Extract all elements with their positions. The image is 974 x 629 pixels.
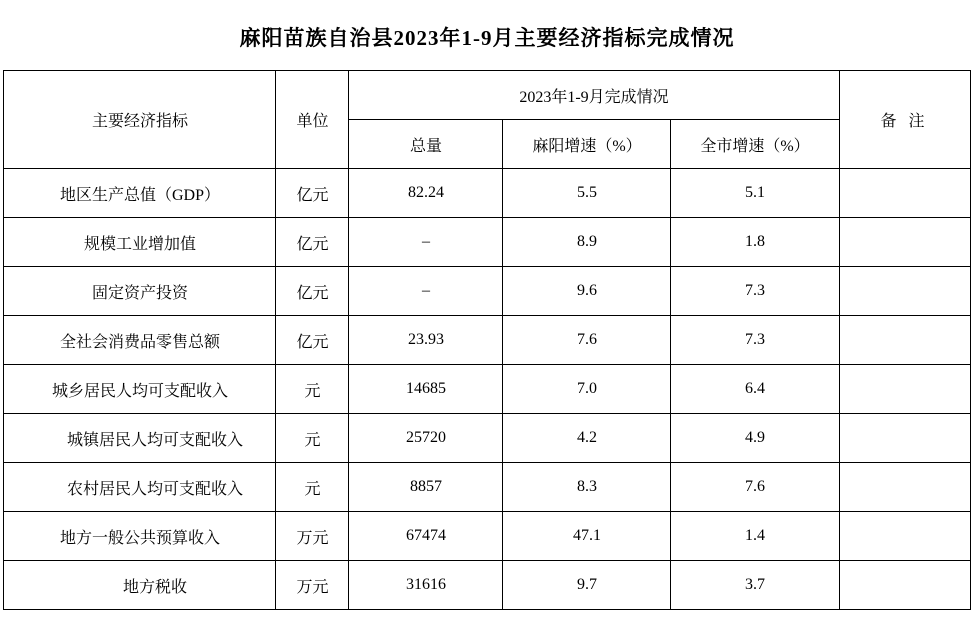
cell-indicator: 城镇居民人均可支配收入	[4, 414, 276, 463]
table-row	[4, 218, 970, 267]
header-indicator: 主要经济指标	[4, 71, 276, 169]
cell-indicator: 地方一般公共预算收入	[4, 512, 276, 561]
table-row	[4, 316, 970, 365]
cell-city-growth: 4.9	[671, 414, 839, 463]
cell-city-growth: 3.7	[671, 561, 839, 610]
table-row	[4, 463, 970, 512]
cell-indicator: 城乡居民人均可支配收入	[4, 365, 276, 414]
cell-total: 8857	[349, 463, 503, 512]
cell-unit: 元	[276, 414, 349, 463]
cell-total: –	[349, 267, 503, 316]
cell-unit: 万元	[276, 512, 349, 561]
cell-local-growth: 8.9	[503, 218, 671, 267]
cell-local-growth: 5.5	[503, 169, 671, 218]
cell-city-growth: 7.3	[671, 316, 839, 365]
cell-note	[839, 169, 970, 218]
cell-total: 25720	[349, 414, 503, 463]
cell-note	[839, 267, 970, 316]
table-body	[4, 169, 970, 610]
cell-city-growth: 5.1	[671, 169, 839, 218]
cell-local-growth: 4.2	[503, 414, 671, 463]
cell-local-growth: 7.0	[503, 365, 671, 414]
cell-unit: 万元	[276, 561, 349, 610]
cell-total: 67474	[349, 512, 503, 561]
cell-indicator: 全社会消费品零售总额	[4, 316, 276, 365]
cell-city-growth: 1.8	[671, 218, 839, 267]
cell-indicator: 地方税收	[4, 561, 276, 610]
cell-total: 14685	[349, 365, 503, 414]
cell-total: 82.24	[349, 169, 503, 218]
table-header-row-1	[4, 71, 970, 120]
cell-note	[839, 561, 970, 610]
cell-note	[839, 463, 970, 512]
table-row	[4, 414, 970, 463]
cell-indicator: 规模工业增加值	[4, 218, 276, 267]
cell-total: 23.93	[349, 316, 503, 365]
cell-unit: 亿元	[276, 169, 349, 218]
cell-local-growth: 9.7	[503, 561, 671, 610]
cell-local-growth: 8.3	[503, 463, 671, 512]
header-note: 备 注	[839, 71, 970, 169]
cell-indicator: 固定资产投资	[4, 267, 276, 316]
table-row	[4, 365, 970, 414]
table-row	[4, 267, 970, 316]
cell-note	[839, 365, 970, 414]
header-period-group: 2023年1-9月完成情况	[349, 71, 839, 120]
cell-unit: 元	[276, 463, 349, 512]
cell-city-growth: 7.6	[671, 463, 839, 512]
cell-total: –	[349, 218, 503, 267]
table-header	[4, 71, 970, 169]
header-local-growth: 麻阳增速（%）	[503, 120, 671, 169]
table-row	[4, 512, 970, 561]
cell-city-growth: 7.3	[671, 267, 839, 316]
header-total: 总量	[349, 120, 503, 169]
cell-unit: 元	[276, 365, 349, 414]
table-row	[4, 169, 970, 218]
cell-local-growth: 7.6	[503, 316, 671, 365]
header-unit: 单位	[276, 71, 349, 169]
cell-indicator: 农村居民人均可支配收入	[4, 463, 276, 512]
cell-unit: 亿元	[276, 316, 349, 365]
cell-note	[839, 512, 970, 561]
page-title: 麻阳苗族自治县2023年1-9月主要经济指标完成情况	[239, 26, 735, 50]
cell-city-growth: 6.4	[671, 365, 839, 414]
cell-note	[839, 218, 970, 267]
header-city-growth: 全市增速（%）	[671, 120, 839, 169]
cell-local-growth: 47.1	[503, 512, 671, 561]
cell-note	[839, 316, 970, 365]
cell-local-growth: 9.6	[503, 267, 671, 316]
cell-note	[839, 414, 970, 463]
table-row	[4, 561, 970, 610]
economic-indicators-table	[3, 70, 970, 610]
cell-city-growth: 1.4	[671, 512, 839, 561]
cell-unit: 亿元	[276, 267, 349, 316]
cell-indicator: 地区生产总值（GDP）	[4, 169, 276, 218]
cell-unit: 亿元	[276, 218, 349, 267]
cell-total: 31616	[349, 561, 503, 610]
